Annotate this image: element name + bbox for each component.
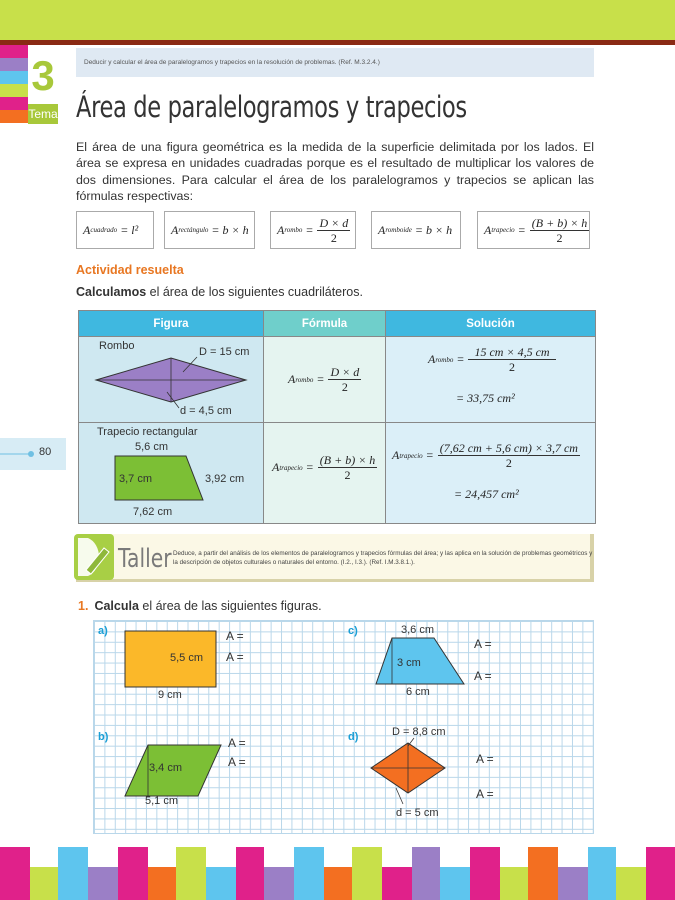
item-c-base-major: 6 cm <box>406 686 430 698</box>
solved-activity-table <box>78 310 596 524</box>
item-c-answer-2: A = <box>474 669 492 683</box>
page-number: 80 <box>39 446 52 458</box>
top-color-band <box>0 0 675 40</box>
formula-rombo: A rombo = $\frac{D \times d}{2}$ <box>270 211 356 249</box>
bottom-color-stripes <box>0 847 675 900</box>
trapecio-figure-cell <box>79 423 264 524</box>
base-major-label: 7,62 cm <box>133 506 173 518</box>
item-d-diagonal-minor: d = 5 cm <box>396 807 439 819</box>
item-d-answer-2: A = <box>476 787 494 801</box>
tema-number: 3 <box>31 52 55 99</box>
table-row <box>79 423 596 524</box>
page-number-tab <box>0 438 66 470</box>
base-minor-label: 5,6 cm <box>135 441 169 453</box>
item-c-label: c) <box>348 625 358 637</box>
side-label: 3,92 cm <box>205 473 245 485</box>
top-divider-line <box>0 40 675 45</box>
taller-description: Deduce, a partir del análisis de los elementos de paralelogramos y trapecios fórmulas del área; y las aplica en la solución de problemas geométricos y la descripción de objetos culturales o naturales del entorno. (I.2., I.3.). (Ref. I.M.3.8.1.). <box>173 550 593 566</box>
item-c-base-minor: 3,6 cm <box>401 624 435 636</box>
header-formula: Fórmula <box>264 311 386 337</box>
trapecio-formula-cell: A trapecio = $\frac{(B + b) \times h}{2}$ <box>264 423 386 524</box>
rombo-result: = 33,75 cm² <box>456 391 515 405</box>
tema-label: Tema <box>28 104 58 124</box>
taller-title: Taller <box>118 544 172 574</box>
item-a-height: 5,5 cm <box>170 652 204 664</box>
item-b-base: 5,1 cm <box>145 795 179 807</box>
item-c-answer-1: A = <box>474 637 492 651</box>
left-color-stripes <box>0 45 28 123</box>
figure-name: Trapecio rectangular <box>97 426 198 438</box>
item-d-diagonal-major: D = 8,8 cm <box>392 726 446 738</box>
trapecio-solution-cell: A trapecio = $\frac{(7,62 cm + 5,6 cm) \times 3,7 cm}{2}$ = 24,457 cm² <box>386 423 596 524</box>
formula-rectangulo: A rectángulo = b × h <box>164 211 255 249</box>
item-b-answer-2: A = <box>228 755 246 769</box>
diagonal-major-label: D = 15 cm <box>199 346 250 358</box>
item-d-answer-1: A = <box>476 752 494 766</box>
item-b-height: 3,4 cm <box>149 762 183 774</box>
item-b-answer-1: A = <box>228 736 246 750</box>
item-a-answer-2: A = <box>226 650 244 664</box>
page-title: Área de paralelogramos y trapecios <box>76 90 467 124</box>
intro-paragraph: El área de una figura geométrica es la medida de la superficie delimitada por los lados. El área se expresa en unidades cuadradas porque es el resultado de multiplicar los valores de dos dimensiones. Para calcular el área de los paralelogramos y trapecios se aplican las fórmulas respectivas: <box>76 140 594 204</box>
item-a-answer-1: A = <box>226 629 244 643</box>
formula-trapecio: A trapecio = $\frac{(B + b) \times h}{2}$ <box>477 211 590 249</box>
activity-title: Actividad resuelta <box>76 263 184 277</box>
item-a-label: a) <box>98 625 108 637</box>
figure-name: Rombo <box>99 340 135 352</box>
table-row <box>79 337 596 423</box>
item-c-height: 3 cm <box>397 657 421 669</box>
item-d-label: d) <box>348 731 359 743</box>
header-solucion: Solución <box>386 311 596 337</box>
rombo-figure-cell <box>79 337 264 423</box>
rombo-formula-cell: A rombo = $\frac{D \times d}{2}$ <box>264 337 386 423</box>
trapecio-result: = 24,457 cm² <box>454 487 519 501</box>
height-label: 3,7 cm <box>119 473 153 485</box>
rombo-solution-cell: A rombo = $\frac{15 cm \times 4,5 cm}{2}$ = 33,75 cm² <box>386 337 596 423</box>
formula-romboide: A romboide = b × h <box>371 211 461 249</box>
pencil-icon <box>72 532 116 582</box>
reference-box: Deducir y calcular el área de paralelogramos y trapecios en la resolución de problemas. (Ref. M.3.2.4.) <box>76 48 594 77</box>
exercise-instruction: 1. Calcula el área de las siguientes figuras. <box>78 599 322 613</box>
diagonal-minor-label: d = 4,5 cm <box>180 405 232 417</box>
item-a-base: 9 cm <box>158 689 182 701</box>
formula-cuadrado: A cuadrado = l² <box>76 211 154 249</box>
header-figura: Figura <box>79 311 264 337</box>
activity-instruction: Calculamos el área de los siguientes cuadriláteros. <box>76 285 363 299</box>
item-b-label: b) <box>98 731 109 743</box>
